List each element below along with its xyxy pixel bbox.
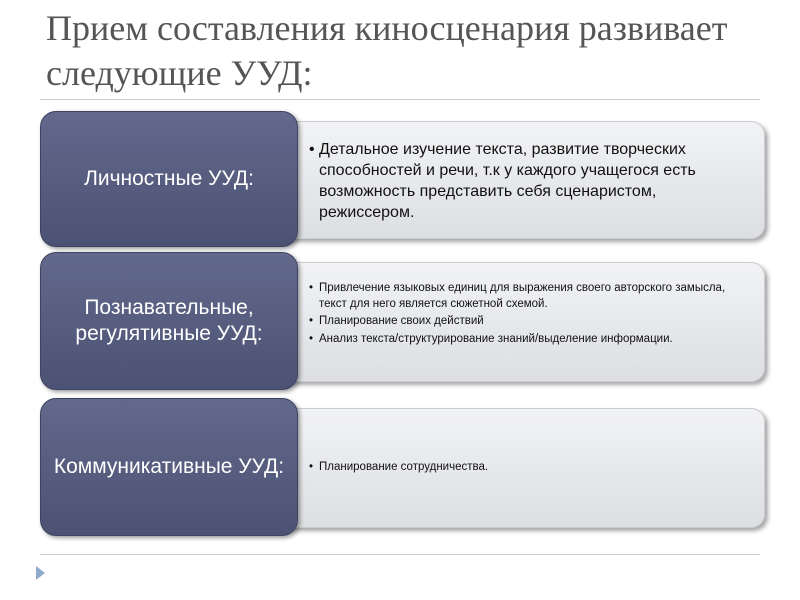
title-divider — [40, 99, 760, 100]
category-label: Коммуникативные УУД: — [40, 398, 298, 536]
description-box — [278, 408, 765, 528]
description-list — [309, 281, 754, 349]
description-list — [309, 139, 754, 223]
description-box — [278, 262, 765, 382]
slide-title: Прием составления киносценария развивает следующие УУД: — [46, 8, 728, 93]
description-item: • Детальное изучение текста, развитие творческих способностей и речи, т.к у каждого учащегося есть возможность представить себя сценаристом, режиссером. — [309, 139, 754, 223]
description-item: • Планирование своих действий — [309, 314, 754, 330]
footer-divider — [40, 554, 760, 555]
category-label: Познавательные, регулятивные УУД: — [40, 252, 298, 390]
uud-row-communicative — [40, 398, 765, 536]
description-item: • Анализ текста/структурирование знаний/выделение информации. — [309, 332, 754, 348]
uud-row-cognitive-regulatory — [40, 252, 765, 390]
description-item: • Привлечение языковых единиц для выражения своего авторского замысла, текст для него является сюжетной схемой. — [309, 281, 754, 312]
category-label: Личностные УУД: — [40, 111, 298, 247]
next-slide-arrow-icon[interactable] — [36, 566, 45, 580]
description-list — [309, 459, 754, 475]
description-box — [278, 121, 765, 239]
uud-row-personal — [40, 111, 765, 247]
description-item: • Планирование сотрудничества. — [309, 459, 754, 475]
